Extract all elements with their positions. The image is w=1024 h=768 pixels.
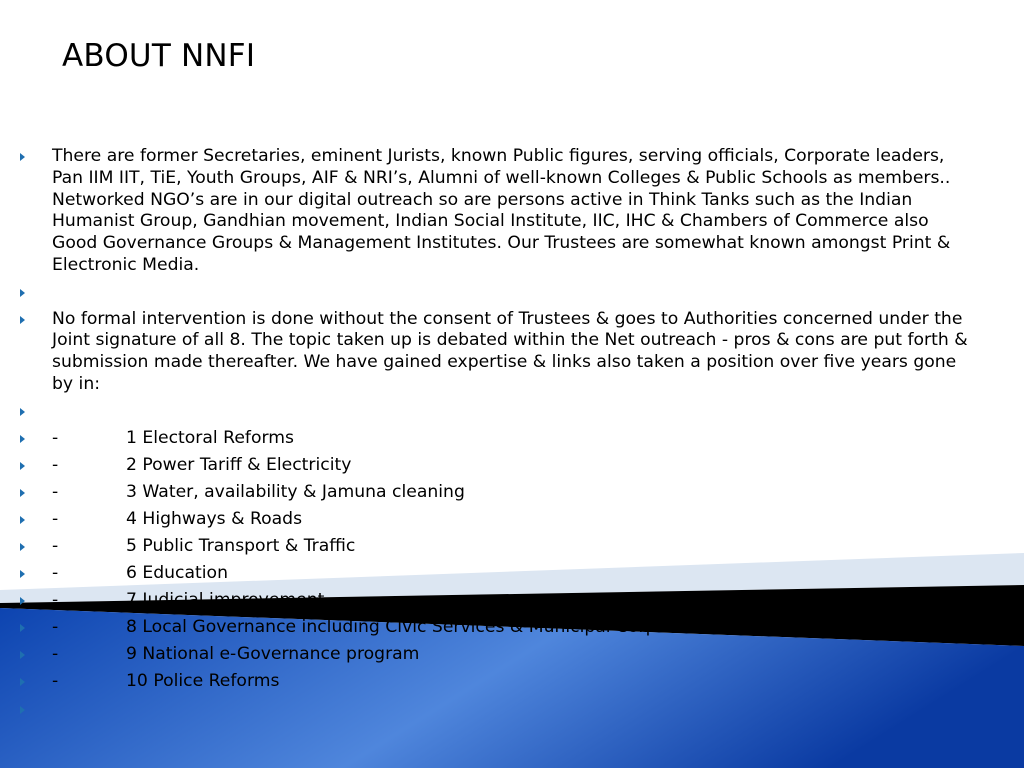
paragraph-text: No formal intervention is done without the consent of Trustees & goes to Authorities concerned under the Joint signature of all 8. The topic taken up is debated within the Net outreach - pros & cons are put forth & submission made thereafter. We have gained expertise & links also taken a position over five years gone by in:: [52, 308, 968, 394]
topic-label: 2 Power Tariff & Electricity: [126, 454, 352, 475]
topic-label: 9 National e-Governance program: [126, 644, 420, 665]
triangle-bullet-icon: [20, 435, 25, 443]
bullet-empty: [20, 699, 970, 721]
topic-label: 8 Local Governance including Civic Services & Municipal Corporations: [126, 617, 727, 638]
triangle-bullet-icon: [20, 678, 25, 686]
bullet-list: [20, 146, 970, 725]
topic-dash: -: [52, 454, 59, 475]
topic-dash: -: [52, 481, 59, 502]
triangle-bullet-icon: [20, 516, 25, 524]
topic-item: [20, 590, 970, 612]
topic-dash: -: [52, 671, 59, 692]
topic-label: 5 Public Transport & Traffic: [126, 535, 356, 556]
topic-item: [20, 671, 970, 693]
topic-dash: -: [52, 617, 59, 638]
topic-label: 1 Electoral Reforms: [126, 427, 294, 448]
topic-item: [20, 536, 970, 558]
topic-dash: -: [52, 508, 59, 529]
triangle-bullet-icon: [20, 408, 25, 416]
bullet-empty: [20, 282, 970, 304]
triangle-bullet-icon: [20, 570, 25, 578]
topic-item: [20, 563, 970, 585]
paragraph-text: There are former Secretaries, eminent Jurists, known Public figures, serving officials, Corporate leaders, Pan IIM IIT, TiE, Youth Groups, AIF & NRI’s, Alumni of well-known Colleges & Public Schools as members.. Networked NGO’s are in our digital outreach so are persons active in Think Tanks such as the Indian Humanist Group, Gandhian movement, Indian Social Institute, IIC, IHC & Chambers of Commerce also Good Governance Groups & Management Institutes. Our Trustees are somewhat known amongst Print & Electronic Media.: [52, 146, 951, 275]
triangle-bullet-icon: [20, 316, 25, 324]
bullet-paragraph-members: [20, 146, 970, 277]
triangle-bullet-icon: [20, 597, 25, 605]
triangle-bullet-icon: [20, 462, 25, 470]
triangle-bullet-icon: [20, 624, 25, 632]
triangle-bullet-icon: [20, 289, 25, 297]
bullet-empty: [20, 401, 970, 423]
slide-title: ABOUT NNFI: [62, 38, 256, 74]
topic-item: [20, 509, 970, 531]
topic-item: [20, 617, 970, 639]
triangle-bullet-icon: [20, 651, 25, 659]
topic-item: [20, 482, 970, 504]
triangle-bullet-icon: [20, 706, 25, 714]
topic-dash: -: [52, 427, 59, 448]
topic-label: 3 Water, availability & Jamuna cleaning: [126, 481, 465, 502]
topic-label: 10 Police Reforms: [126, 671, 280, 692]
bullet-paragraph-intervention: [20, 309, 970, 396]
topic-label: 7 Judicial improvement: [126, 590, 325, 611]
topic-dash: -: [52, 644, 59, 665]
topic-label: 6 Education: [126, 563, 228, 584]
triangle-bullet-icon: [20, 153, 25, 161]
topic-dash: -: [52, 535, 59, 556]
topic-item: [20, 455, 970, 477]
triangle-bullet-icon: [20, 543, 25, 551]
topic-label: 4 Highways & Roads: [126, 508, 303, 529]
topic-item: [20, 428, 970, 450]
triangle-bullet-icon: [20, 489, 25, 497]
topic-dash: -: [52, 563, 59, 584]
topic-item: [20, 644, 970, 666]
topic-dash: -: [52, 590, 59, 611]
